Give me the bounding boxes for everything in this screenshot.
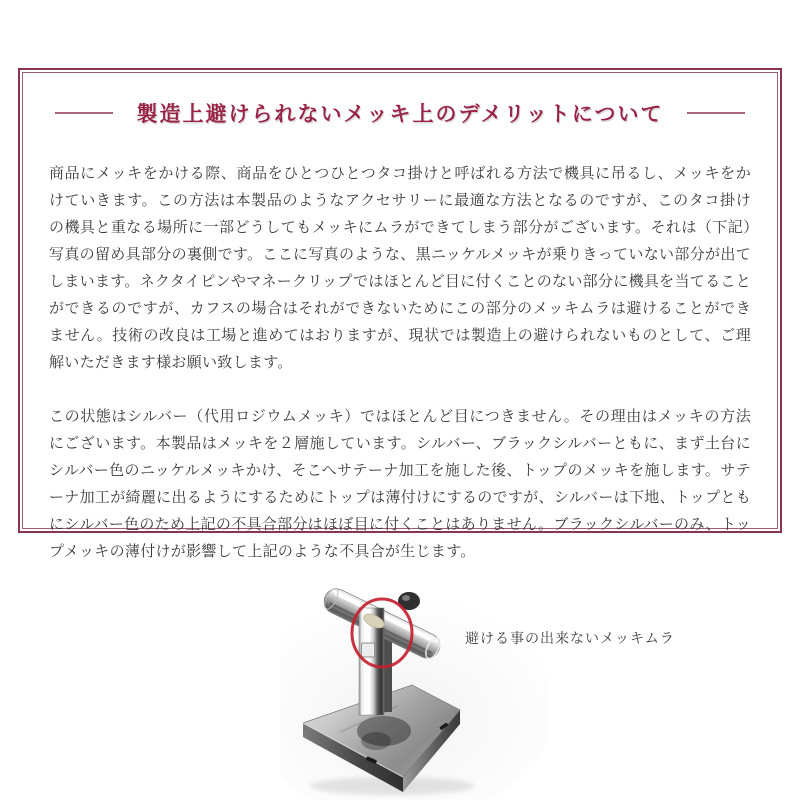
cufflink-tbar-photo — [280, 580, 550, 800]
post-notch — [362, 643, 375, 657]
notice-paragraph-1: 商品にメッキをかける際、商品をひとつひとつタコ掛けと呼ばれる方法で機具に吊るし、メッキをかけていきます。この方法は本製品のようなアクセサリーに最適な方法となるのですが、このタコ掛けの機具と重なる場所に一部どうしてもメッキにムラができてしまう部分がございます。それは（下記）写真の留め具部分の裏側です。ここに写真のような、黒ニッケルメッキが乗りきっていない部分が出てしまいます。ネクタイピンやマネークリップではほとんど目に付くことのない部分に機具を当てることができるのですが、カフスの場合はそれができないためにこの部分のメッキムラは避けることができません。技術の改良は工場と進めてはおりますが、現状では製造上の避けられないものとして、ご理解いただきます様お願い致します。 — [49, 166, 751, 371]
plating-notice-box — [18, 68, 782, 560]
title-rule-right — [687, 112, 745, 114]
section-title-row — [23, 98, 777, 128]
defect-figure — [0, 560, 800, 800]
figure-caption: 避ける事の出来ないメッキムラ — [465, 632, 675, 647]
plating-notice-box-inner — [22, 72, 778, 560]
section-title: 製造上避けられないメッキ上のデメリットについて — [136, 102, 664, 126]
title-rule-left — [55, 112, 113, 114]
notice-paragraph-2: この状態はシルバー（代用ロジウムメッキ）ではほとんど目につきません。その理由はメッキの方法にございます。本製品はメッキを２層施しています。シルバー、ブラックシルバーともに、まず土台にシルバー色のニッケルメッキかけ、そこへサテーナ加工を施した後、トップのメッキを施します。サテーナ加工が綺麗に出るようにするためにトップは薄付けにするのですが、シルバーは下地、トップともにシルバー色のため上記の不具合部分はほぼ目に付くことはありません。ブラックシルバーのみ、トップメッキの薄付けが影響して上記のような不具合が生じます。 — [49, 409, 752, 560]
